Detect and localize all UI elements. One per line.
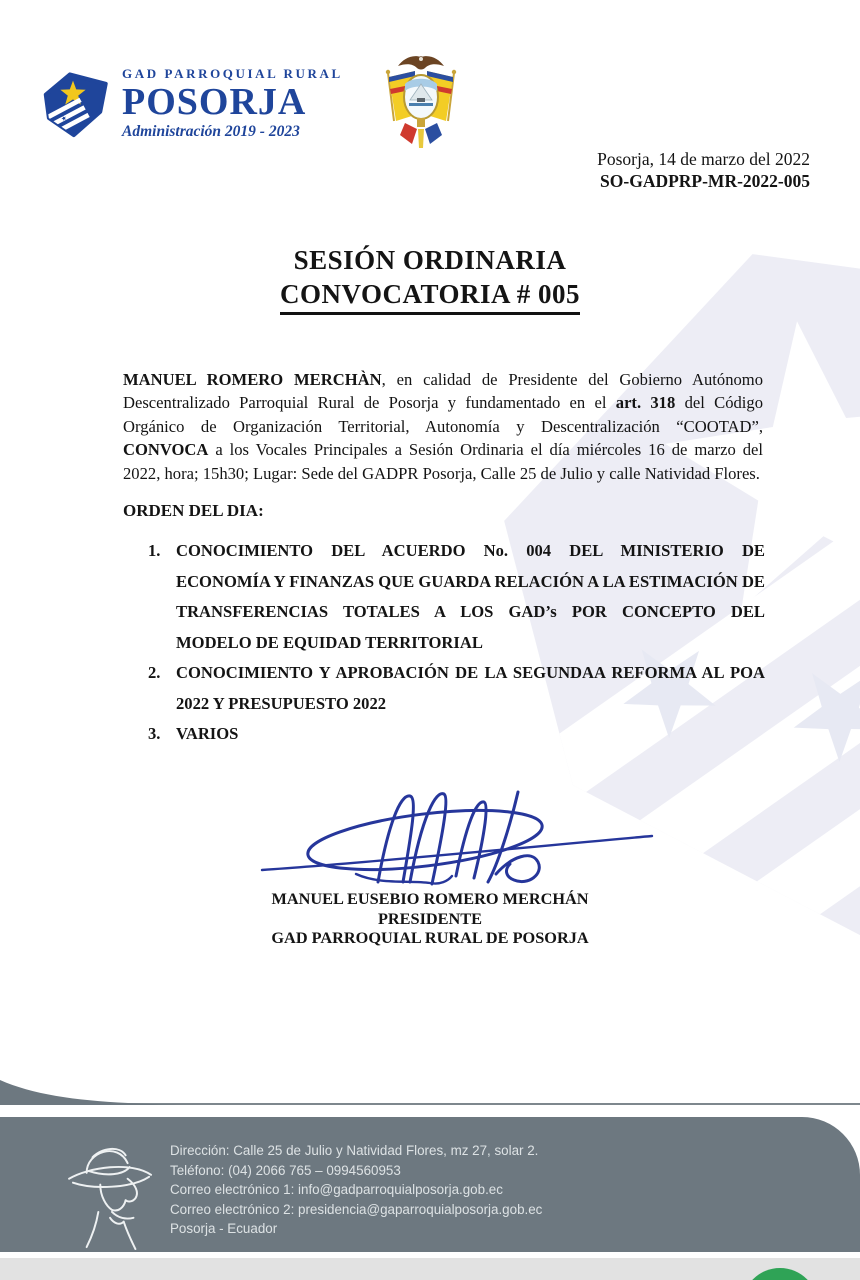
bottom-strip [0, 1258, 860, 1280]
footer-swoosh-shape [0, 1078, 200, 1106]
intro-president-name: MANUEL ROMERO MERCHÀN [123, 369, 382, 389]
agenda-list [123, 536, 765, 750]
footer-email-1: Correo electrónico 1: info@gadparroquialposorja.gob.ec [170, 1182, 503, 1198]
posorja-logo [34, 58, 343, 150]
agenda-item-3-number: 3. [148, 724, 161, 743]
ecuador-coat-of-arms-icon [381, 50, 461, 164]
intro-text-3: a los Vocales Principales a Sesión Ordinaria el día miércoles 16 de marzo del 2022, hora; 15h30; Lugar: Sede del GADPR Posorja, Calle 25 de Julio y calle Natividad Flores. [123, 440, 763, 483]
intro-convoca: CONVOCA [123, 440, 209, 460]
agenda-item-1-number: 1. [148, 541, 161, 560]
posorja-logo-text [122, 58, 343, 141]
date-line: Posorja, 14 de marzo del 2022 [597, 149, 810, 169]
footer-email-2: Correo electrónico 2: presidencia@gaparroquialposorja.gob.ec [170, 1201, 543, 1217]
title-session-type: SESIÓN ORDINARIA [293, 245, 567, 275]
document-title [0, 245, 860, 315]
footer-location: Posorja - Ecuador [170, 1221, 278, 1237]
agenda-heading: ORDEN DEL DIA: [123, 501, 264, 520]
logo-name: POSORJA [122, 81, 307, 123]
agenda-item-2-number: 2. [148, 663, 161, 682]
signature-ink [260, 786, 655, 894]
signatory-org: GAD PARROQUIAL RURAL DE POSORJA [271, 928, 589, 948]
signatory-role: PRESIDENTE [377, 908, 483, 928]
reference-number: SO-GADPRP-MR-2022-005 [600, 171, 810, 191]
signatory-block [0, 889, 860, 948]
agenda-item-2-text: CONOCIMIENTO Y APROBACIÓN DE LA SEGUNDAA REFORMA AL POA 2022 Y PRESUPUESTO 2022 [176, 663, 765, 713]
hat-man-sketch-icon [62, 1128, 162, 1250]
signatory-name: MANUEL EUSEBIO ROMERO MERCHÁN [271, 889, 589, 908]
date-reference-block [597, 148, 810, 192]
agenda-item-3 [123, 719, 765, 750]
agenda-item-1 [123, 536, 765, 658]
footer-address: Dirección: Calle 25 de Julio y Natividad Flores, mz 27, solar 2. [170, 1143, 539, 1158]
title-convocatoria-number: CONVOCATORIA # 005 [280, 279, 580, 315]
intro-article-ref: art. 318 [615, 393, 676, 413]
agenda-item-2 [123, 658, 765, 719]
footer-phone: Teléfono: (04) 2066 765 – 0994560953 [170, 1162, 401, 1178]
posorja-shield-icon [34, 58, 112, 150]
intro-text-1: , en calidad de Presidente del Gobierno Autónomo Descentralizado Parroquial Rural de Posorja y fundamentado en el [123, 369, 763, 413]
agenda-item-3-text: VARIOS [176, 724, 239, 743]
logo-org-type: GAD PARROQUIAL RURAL [122, 66, 343, 81]
intro-text-2: del Código Orgánico de Organización Territorial, Autonomía y Descentralización “COOTAD”, [123, 393, 763, 436]
intro-paragraph [123, 368, 763, 486]
logo-administration: Administración 2019 - 2023 [122, 123, 300, 140]
agenda-item-1-text: CONOCIMIENTO DEL ACUERDO No. 004 DEL MINISTERIO DE ECONOMÍA Y FINANZAS QUE GUARDA RELACIÓN A LA ESTIMACIÓN DE TRANSFERENCIAS TOTALES A LOS GAD’s POR CONCEPTO DEL MODELO DE EQUIDAD TERRITORIAL [176, 541, 765, 652]
footer-contact-block [170, 1141, 542, 1239]
